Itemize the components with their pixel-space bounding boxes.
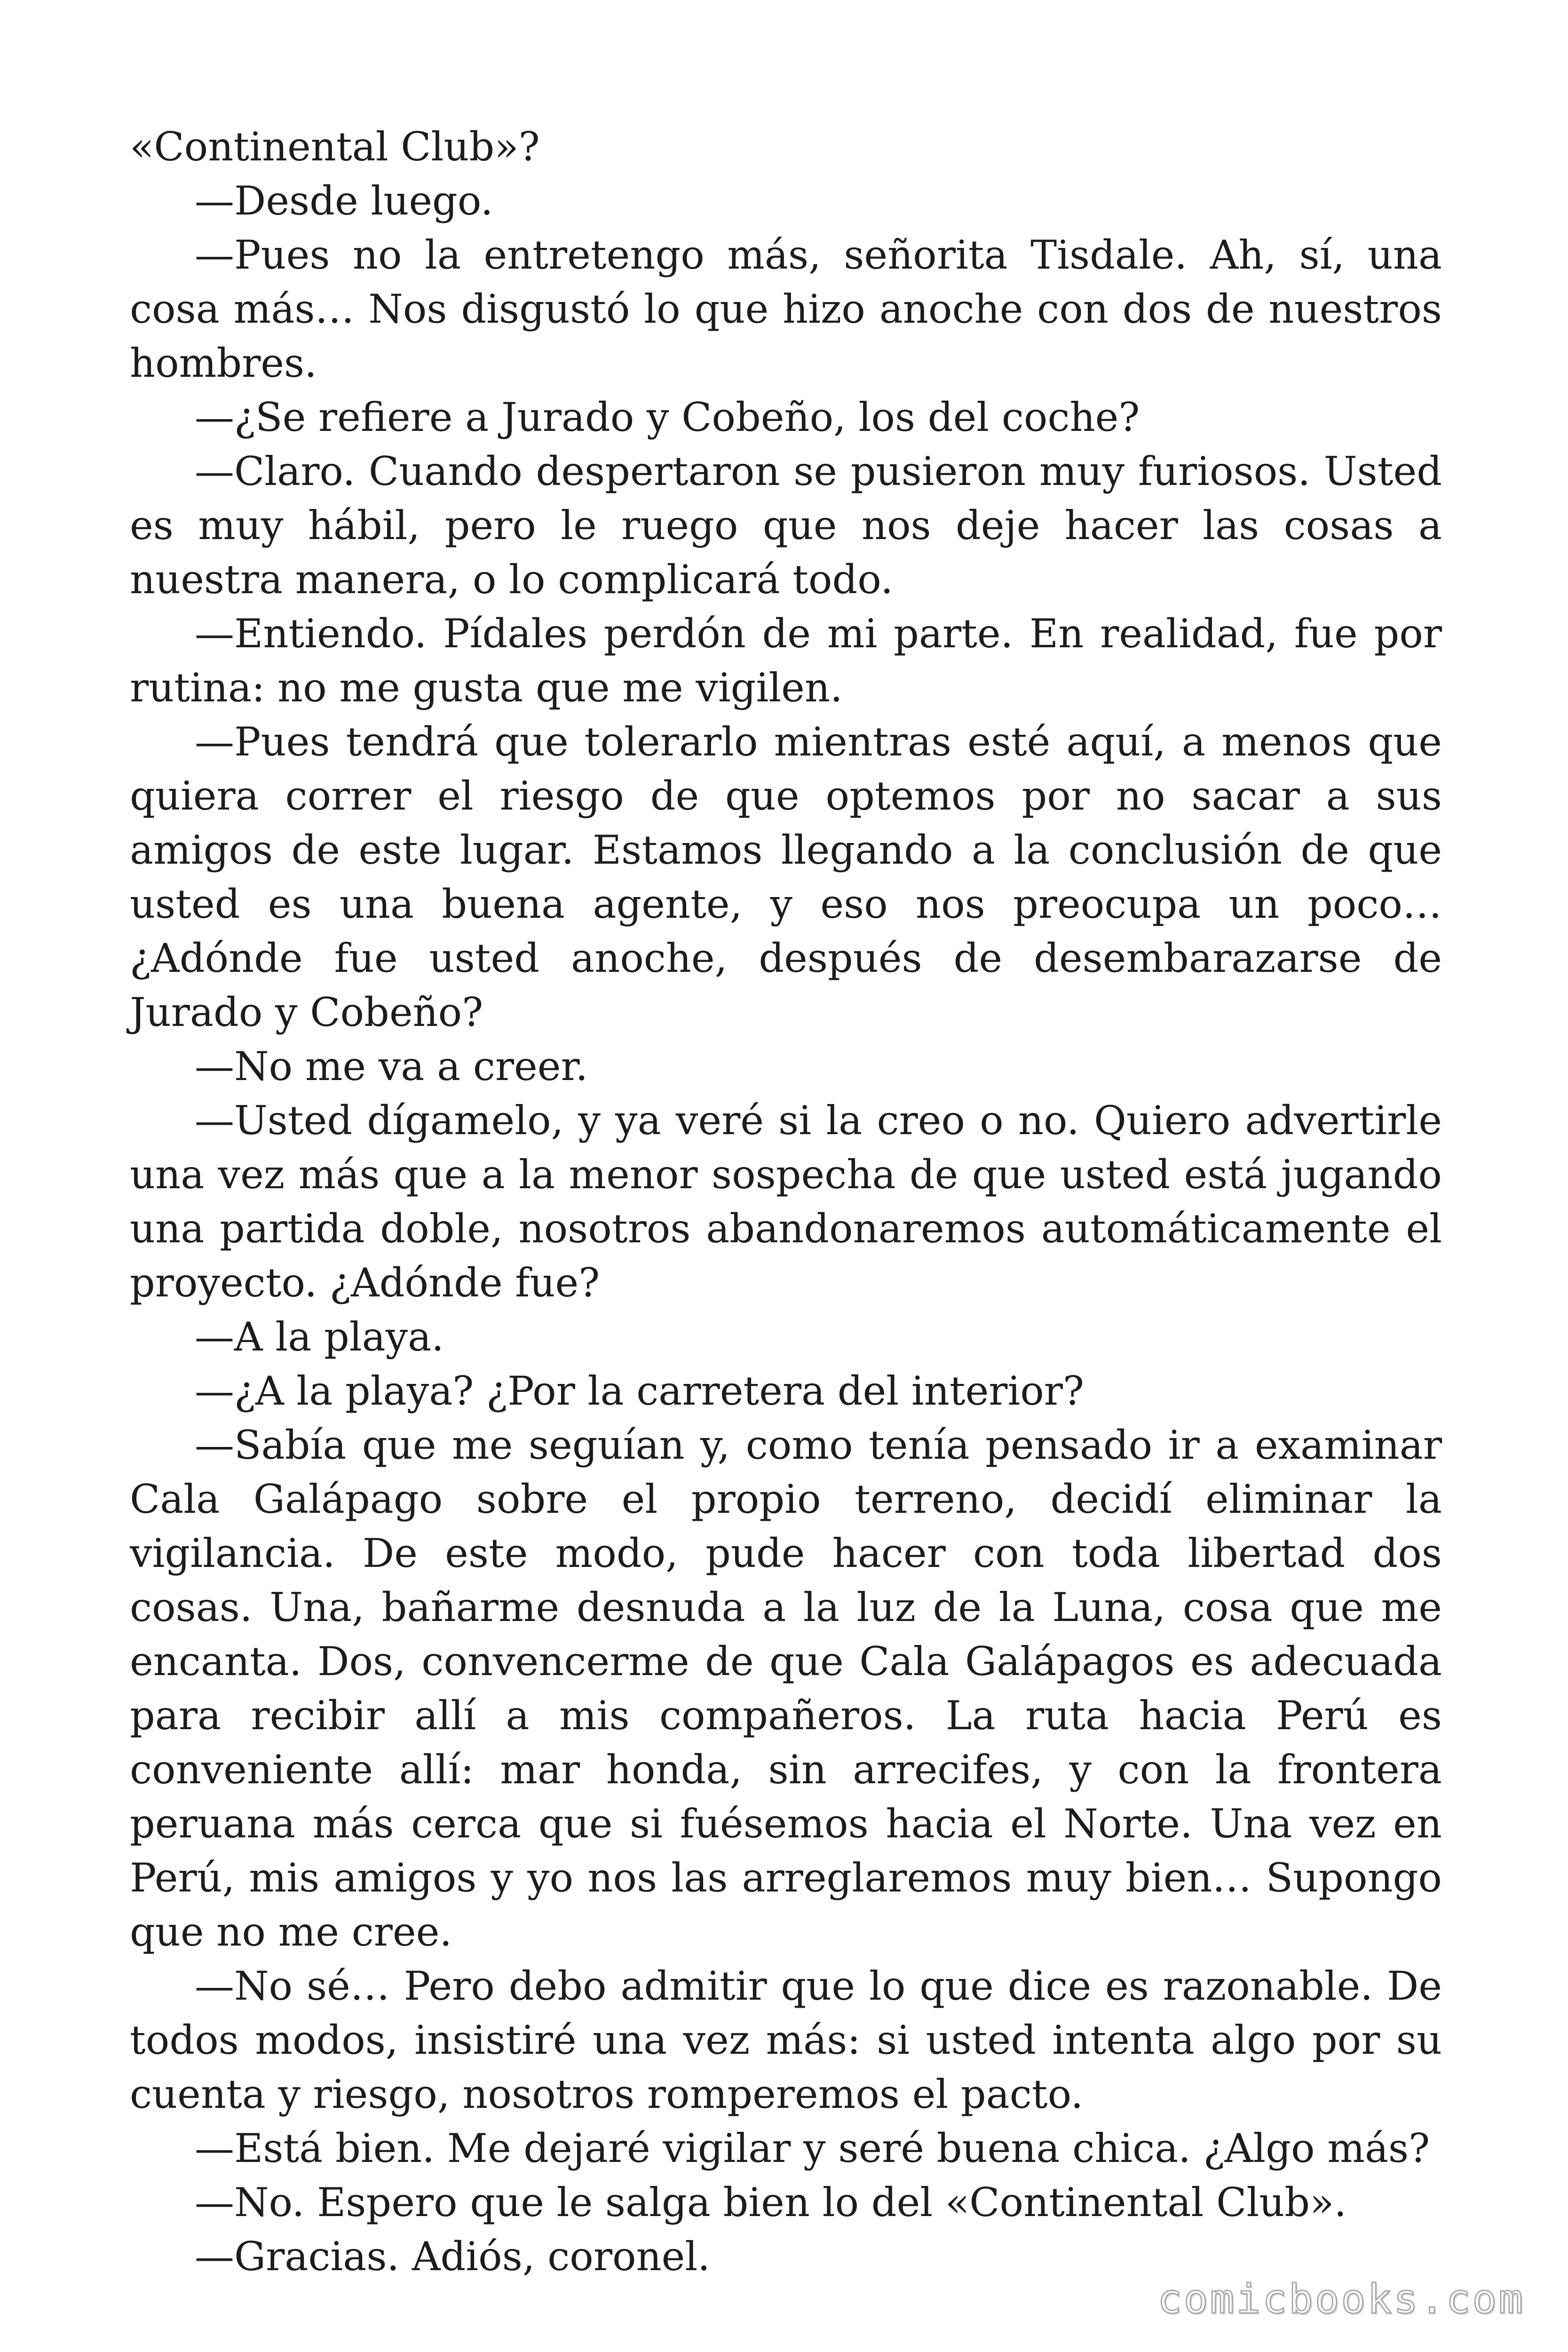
paragraph: —Usted dígamelo, y ya veré si la creo o no. Quiero advertirle una vez más que a la menor sospecha de que usted está jugando una partida doble, nosotros abandonaremos automáticamente el proyecto. ¿Adónde fue? [130, 1097, 1442, 1306]
paragraph: —Claro. Cuando despertaron se pusieron muy furiosos. Usted es muy hábil, pero le ruego que nos deje hacer las cosas a nuestra manera, o lo complicará todo. [130, 448, 1442, 603]
paragraph: «Continental Club»? [130, 124, 540, 170]
paragraph: —Está bien. Me dejaré vigilar y seré buena chica. ¿Algo más? [195, 2125, 1430, 2171]
paragraph: —No. Espero que le salga bien lo del «Continental Club». [195, 2179, 1347, 2225]
paragraph: —Gracias. Adiós, coronel. [195, 2233, 710, 2280]
watermark: comicbooks.com [1157, 2276, 1525, 2323]
page-body [130, 120, 1442, 2284]
paragraph: —A la playa. [195, 1314, 444, 1360]
paragraph: —No me va a creer. [195, 1043, 588, 1089]
paragraph: —Pues tendrá que tolerarlo mientras esté aquí, a menos que quiera correr el riesgo de que optemos por no sacar a sus amigos de este lugar. Estamos llegando a la conclusión de que usted es una buena agente, y eso nos preocupa un poco… ¿Adónde fue usted anoche, después de desembarazarse de Jurado y Cobeño? [130, 719, 1442, 1035]
paragraph: —No sé… Pero debo admitir que lo que dice es razonable. De todos modos, insistiré una vez más: si usted intenta algo por su cuenta y riesgo, nosotros romperemos el pacto. [130, 1963, 1442, 2117]
paragraph: —Desde luego. [195, 178, 493, 224]
paragraph: —¿Se refiere a Jurado y Cobeño, los del coche? [195, 394, 1140, 440]
paragraph: —Sabía que me seguían y, como tenía pensado ir a examinar Cala Galápago sobre el propio terreno, decidí eliminar la vigilancia. De este modo, pude hacer con toda libertad dos cosas. Una, bañarme desnuda a la luz de la Luna, cosa que me encanta. Dos, convencerme de que Cala Galápagos es adecuada para recibir allí a mis compañeros. La ruta hacia Perú es conveniente allí: mar honda, sin arrecifes, y con la frontera peruana más cerca que si fuésemos hacia el Norte. Una vez en Perú, mis amigos y yo nos las arreglaremos muy bien… Supongo que no me cree. [130, 1422, 1442, 1955]
paragraph: —Pues no la entretengo más, señorita Tisdale. Ah, sí, una cosa más… Nos disgustó lo que hizo anoche con dos de nuestros hombres. [130, 232, 1442, 386]
paragraph: —Entiendo. Pídales perdón de mi parte. En realidad, fue por rutina: no me gusta que me vigilen. [130, 611, 1442, 711]
paragraph: —¿A la playa? ¿Por la carretera del interior? [195, 1368, 1085, 1414]
